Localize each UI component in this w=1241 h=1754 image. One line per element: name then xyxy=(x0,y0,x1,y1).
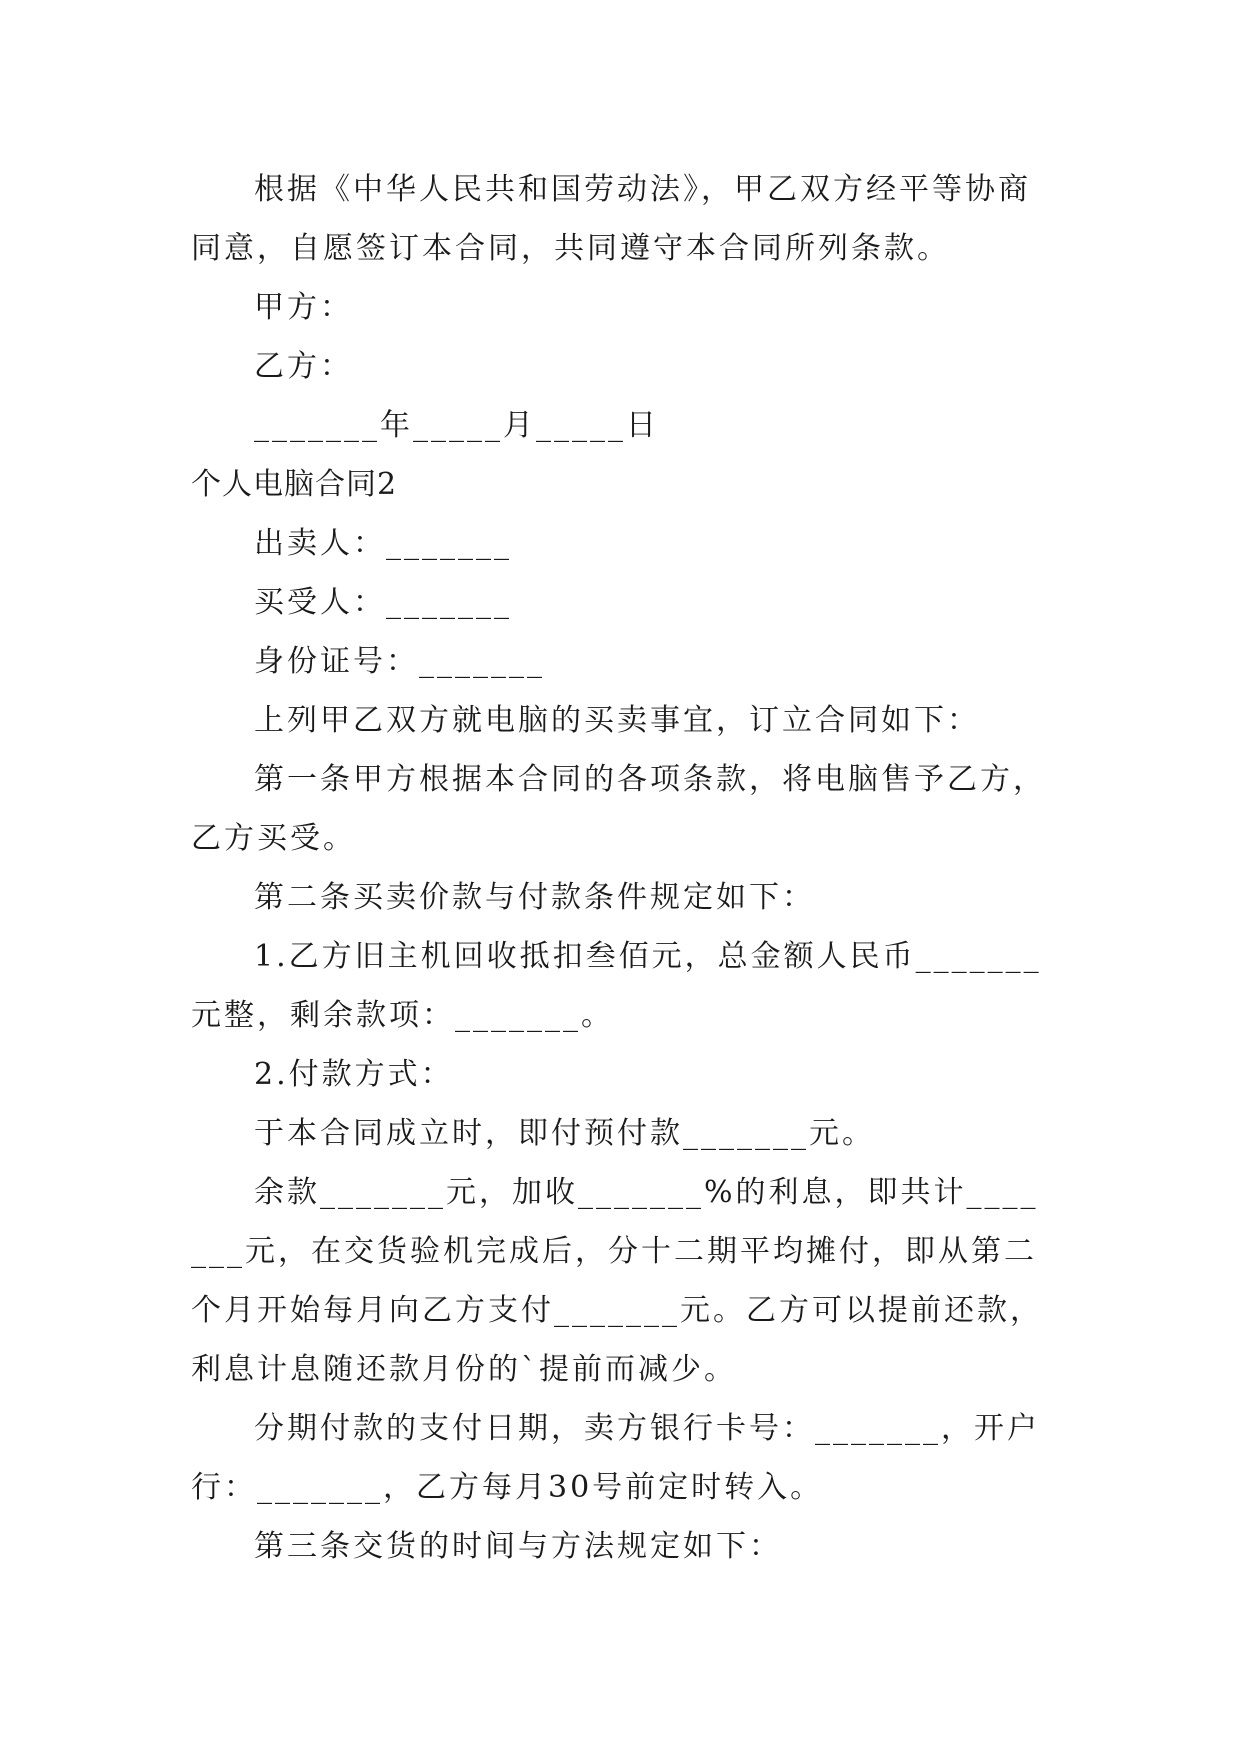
article-1: 第一条甲方根据本合同的各项条款，将电脑售予乙方，乙方买受。 xyxy=(191,762,1046,856)
prepayment-line: 于本合同成立时，即付预付款_______元。 xyxy=(254,1116,875,1151)
date-line: _______年_____月_____日 xyxy=(254,408,659,443)
document-body xyxy=(191,160,1051,1576)
party-b-label: 乙方： xyxy=(254,349,353,384)
article-2-heading: 第二条买卖价款与付款条件规定如下： xyxy=(254,880,815,915)
article-2-item-2: 2.付款方式： xyxy=(254,1057,454,1092)
section-title: 个人电脑合同2 xyxy=(191,467,398,502)
party-a-label: 甲方： xyxy=(254,290,353,325)
payment-date-paragraph: 分期付款的支付日期，卖方银行卡号：_______，开户行：_______，乙方每月30号前定时转入。 xyxy=(191,1411,1040,1505)
article-3-heading: 第三条交货的时间与方法规定如下： xyxy=(254,1529,782,1564)
paragraph-preamble: 上列甲乙双方就电脑的买卖事宜，订立合同如下： xyxy=(254,703,980,738)
balance-paragraph: 余款_______元，加收_______%的利息，即共计_______元，在交货验机完成后，分十二期平均摊付，即从第二个月开始每月向乙方支付_______元。乙方可以提前还款，利息计息随还款月份的`提前而减少。 xyxy=(191,1175,1043,1387)
buyer-line: 买受人：_______ xyxy=(254,585,512,620)
id-number-line: 身份证号：_______ xyxy=(254,644,545,679)
paragraph-intro: 根据《中华人民共和国劳动法》，甲乙双方经平等协商同意，自愿签订本合同，共同遵守本合同所列条款。 xyxy=(191,172,1031,266)
seller-line: 出卖人：_______ xyxy=(254,526,512,561)
article-2-item-1: 1.乙方旧主机回收抵扣叁佰元，总金额人民币_______元整，剩余款项：_______。 xyxy=(191,939,1042,1033)
